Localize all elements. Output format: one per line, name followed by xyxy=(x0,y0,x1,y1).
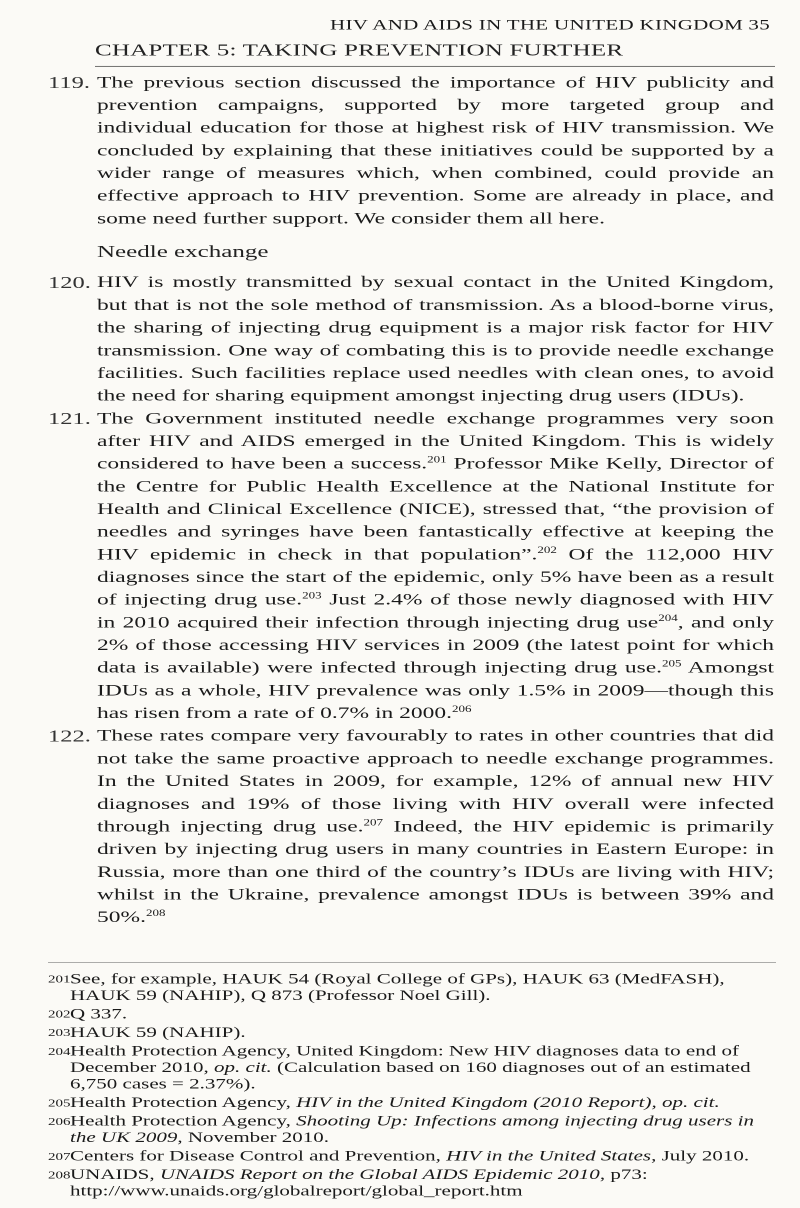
footnote-number: 203 xyxy=(48,1027,71,1039)
footnote-ref[interactable]: 206 xyxy=(452,703,472,714)
paragraph-text: The previous section discussed the importance of HIV publicity and prevention campaigns, supported by more targeted group and individual education for those at highest risk of HIV transmission. We concluded by explaining that these initiatives could be supported by a wider range of measures which, when combined, could provide an effective approach to HIV prevention. Some are already in place, and some need further support. We consider them all here. xyxy=(97,73,774,228)
footnote-text: Health Protection Agency, United Kingdom: New HIV diagnoses data to end of December 2010, op. cit. (Calculation based on 160 diagnoses out of an estimated 6,750 cases = 2.37%). xyxy=(70,1042,751,1092)
footnote-ref[interactable]: 201 xyxy=(427,454,447,465)
paragraph-120 xyxy=(48,271,774,407)
chapter-title: CHAPTER 5: TAKING PREVENTION FURTHER xyxy=(95,41,624,60)
footnote-text: HAUK 59 (NAHIP). xyxy=(70,1023,246,1041)
footnote-text: Q 337. xyxy=(70,1005,128,1022)
footnote xyxy=(48,1005,778,1021)
footnote xyxy=(48,1112,778,1145)
footnote-number: 206 xyxy=(48,1116,71,1128)
footnote-number: 201 xyxy=(48,974,71,986)
footnote-divider xyxy=(48,962,776,963)
paragraph-number: 119. xyxy=(48,73,90,93)
footnote-text: See, for example, HAUK 54 (Royal College of GPs), HAUK 63 (MedFASH), HAUK 59 (NAHIP), Q 873 (Professor Noel Gill). xyxy=(70,970,725,1004)
footnote-ref[interactable]: 204 xyxy=(658,612,678,624)
paragraph-text: HIV is mostly transmitted by sexual contact in the United Kingdom, but that is not the sole method of transmission. As a blood-borne virus, the sharing of injecting drug equipment is a major risk factor for HIV transmission. One way of combating this is to provide needle exchange facilities. Such facilities replace used needles with clean ones, to avoid the need for sharing equipment amongst injecting drug users (IDUs). xyxy=(97,273,774,405)
footnote xyxy=(48,1094,778,1110)
footnote xyxy=(48,1166,778,1199)
footnote-text: Health Protection Agency, HIV in the United Kingdom (2010 Report), op. cit. xyxy=(70,1093,720,1111)
section-heading: Needle exchange xyxy=(97,242,269,262)
footnote-text: Health Protection Agency, Shooting Up: Infections among injecting drug users in the UK 2009, November 2010. xyxy=(70,1112,754,1146)
paragraph-119 xyxy=(48,71,774,230)
paragraph-number: 120. xyxy=(48,273,91,293)
paragraph-121 xyxy=(48,407,774,724)
footnote-ref[interactable]: 202 xyxy=(537,544,557,556)
footnote-number: 205 xyxy=(48,1098,71,1110)
paragraph-122 xyxy=(48,725,774,929)
running-header xyxy=(330,16,770,33)
footnote-number: 204 xyxy=(48,1046,71,1058)
running-title: HIV AND AIDS IN THE UNITED KINGDOM xyxy=(330,16,744,33)
chapter-divider xyxy=(95,66,775,67)
footnote-number: 202 xyxy=(48,1009,71,1021)
footnote xyxy=(48,1042,778,1091)
footnote-ref[interactable]: 203 xyxy=(302,590,322,601)
footnote-text: UNAIDS, UNAIDS Report on the Global AIDS Epidemic 2010, p73: http://www.unaids.org/globalreport/global_report.htm xyxy=(70,1166,648,1200)
footnote-ref[interactable]: 205 xyxy=(662,658,682,669)
footnote-text: Centers for Disease Control and Prevention, HIV in the United States, July 2010. xyxy=(70,1147,750,1165)
paragraph-text: These rates compare very favourably to rates in other countries that did not take the same proactive approach to needle exchange programmes. In the United States in 2009, for example, 12% of annual new HIV diagnoses and 19% of those living with HIV overall were infected through injecting drug use.$^{207}$ Indeed, the HIV epidemic is primarily driven by injecting drug users in many countries in Eastern Europe: in Russia, more than one third of the country’s IDUs are living with HIV; whilst in the Ukraine, prevalence amongst IDUs is between 39% and 50%.$^{208}$ xyxy=(97,726,774,927)
footnote xyxy=(48,1024,778,1040)
footnote-number: 208 xyxy=(48,1170,71,1182)
footnote xyxy=(48,1148,778,1164)
paragraph-text: The Government instituted needle exchange programmes very soon after HIV and AIDS emerged in the United Kingdom. This is widely considered to have been a success.$^{201}$ Professor Mike Kelly, Director of the Centre for Public Health Excellence at the National Institute for Health and Clinical Excellence (NICE), stressed that, “the provision of needles and syringes have been fantastically effective at keeping the HIV epidemic in check in that population”.$^{202}$ Of the 112,000 HIV diagnoses since the start of the epidemic, only 5% have been as a result of injecting drug use.$^{203}$ Just 2.4% of those newly diagnosed with HIV in 2010 acquired their infection through injecting drug use$^{204}$, and only 2% of those accessing HIV services in 2009 (the latest point for which data is available) were infected through injecting drug use.$^{205}$ Amongst IDUs as a whole, HIV prevalence was only 1.5% in 2009—though this has risen from a rate of 0.7% in 2000.$^{206}$ xyxy=(97,409,775,723)
paragraph-number: 122. xyxy=(48,726,91,746)
footnote xyxy=(48,970,778,1003)
footnote-ref[interactable]: 208 xyxy=(145,907,166,919)
footnote-ref[interactable]: 207 xyxy=(363,817,384,828)
paragraph-number: 121. xyxy=(48,409,91,429)
footnote-number: 207 xyxy=(48,1151,71,1163)
page-number: 35 xyxy=(748,16,770,33)
